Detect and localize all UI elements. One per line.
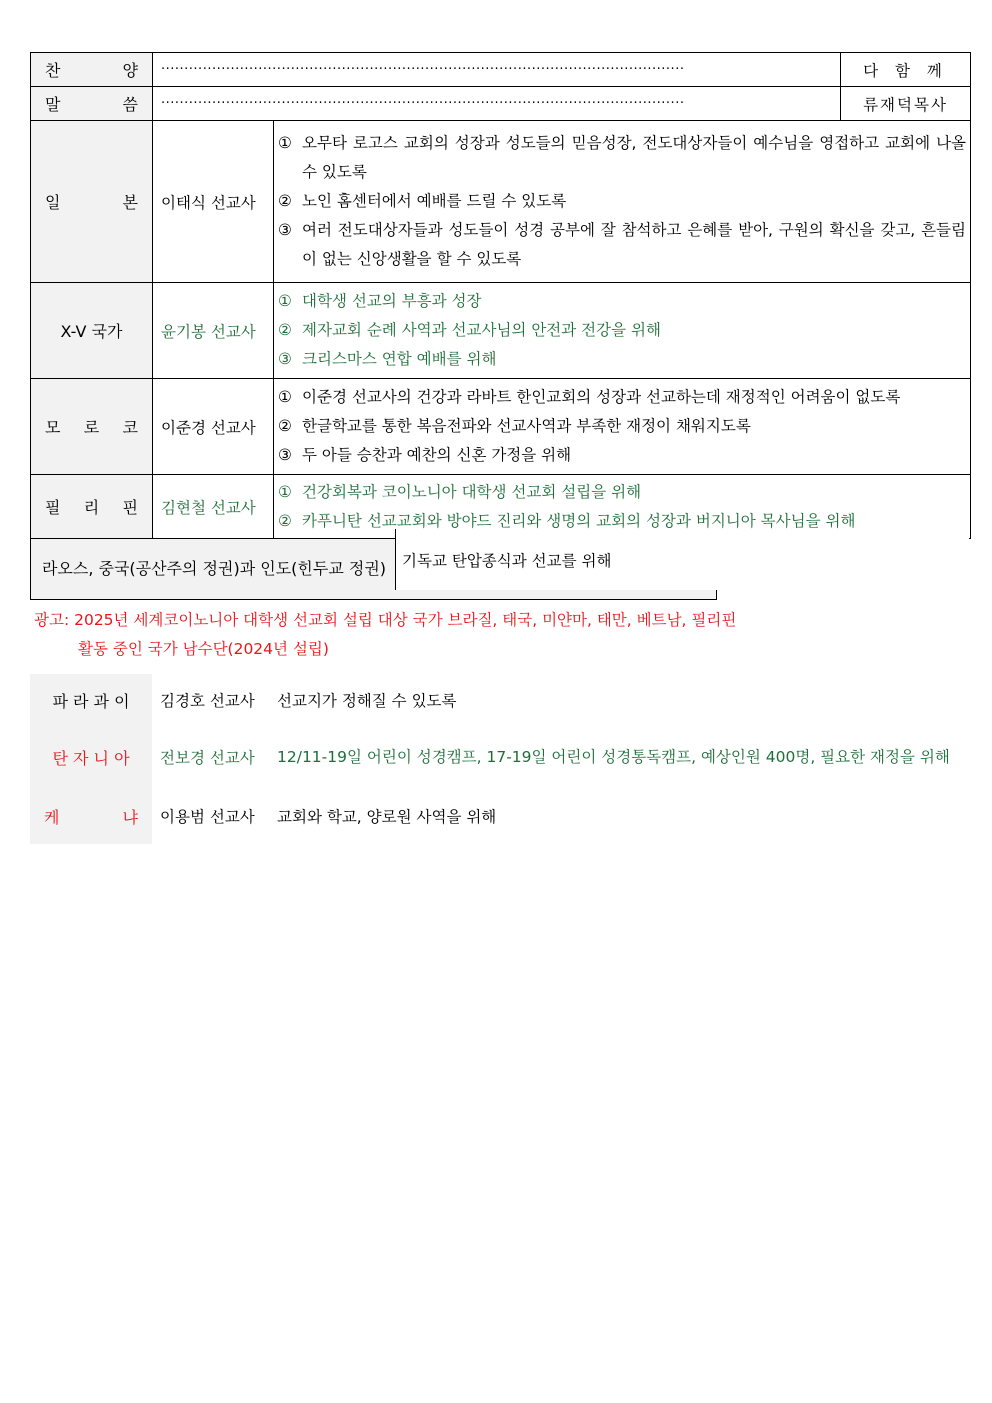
hymn-label: 찬 양 <box>31 53 153 87</box>
list-item: ① 대학생 선교의 부흥과 성장 <box>278 292 482 310</box>
japan-label: 일 본 <box>31 121 153 283</box>
xv-label: X-V 국가 <box>31 283 153 379</box>
japan-row <box>31 121 971 283</box>
philippines-label: 필 리 핀 <box>31 475 153 539</box>
word-dots: ················································································································· <box>153 87 841 121</box>
list-item: ② 카푸니탄 선교교회와 방야드 진리와 생명의 교회의 성장과 버지니아 목사님을 위해 <box>278 511 856 530</box>
morocco-label: 모 로 코 <box>31 379 153 475</box>
kenya-text: 교회와 학교, 양로원 사역을 위해 <box>277 808 497 826</box>
word-row <box>31 87 971 121</box>
tanzania-label: 탄 자 니 아 <box>30 726 152 788</box>
bulletin-page <box>30 52 970 844</box>
word-label: 말 씀 <box>31 87 153 121</box>
morocco-items <box>274 379 971 475</box>
announcement <box>30 606 970 664</box>
laos-right-cell <box>395 529 969 590</box>
paraguay-label: 파 라 과 이 <box>30 674 152 726</box>
list-item: ③ 두 아들 승찬과 예찬의 신혼 가정을 위해 <box>278 446 572 464</box>
tanzania-text: 12/11-19일 어린이 성경캠프, 17-19일 어린이 성경통독캠프, 예상인원 400명, 필요한 재정을 위해 <box>277 748 950 766</box>
hymn-row <box>31 53 971 87</box>
list-item: ③ 여러 전도대상자들과 성도들이 성경 공부에 잘 참석하고 은혜를 받아, 구원의 확신을 갖고, 흔들림이 없는 신앙생활을 할 수 있도록 <box>278 221 967 268</box>
laos-label: 라오스, 중국(공산주의 정권)과 인도(힌두교 정권) <box>31 539 717 600</box>
kenya-missionary: 이용범 선교사 <box>160 808 255 826</box>
paraguay-missionary: 김경호 선교사 <box>160 692 255 710</box>
xv-row <box>31 283 971 379</box>
tanzania-row <box>30 726 970 788</box>
hymn-dots: ················································································································· <box>153 53 841 87</box>
tanzania-missionary: 전보경 선교사 <box>160 749 255 767</box>
list-item: ② 제자교회 순례 사역과 선교사님의 안전과 전강을 위해 <box>278 321 661 339</box>
japan-missionary: 이태식 선교사 <box>153 121 274 283</box>
announcement-line-2: 활동 중인 국가 남수단(2024년 설립) <box>78 640 329 658</box>
list-item: ② 한글학교를 통한 복음전파와 선교사역과 부족한 재정이 채워지도록 <box>278 417 751 435</box>
list-item: ① 오무타 로고스 교회의 성장과 성도들의 믿음성장, 전도대상자들이 예수님을 영접하고 교회에 나올 수 있도록 <box>278 134 967 181</box>
list-item: ③ 크리스마스 연합 예배를 위해 <box>278 350 497 368</box>
xv-items <box>274 283 971 379</box>
word-value: 류재덕목사 <box>841 87 971 121</box>
paraguay-text: 선교지가 정해질 수 있도록 <box>277 692 457 710</box>
kenya-label: 케 냐 <box>30 788 152 844</box>
list-item: ① 건강회복과 코이노니아 대학생 선교회 설립을 위해 <box>278 482 642 501</box>
paraguay-row <box>30 674 970 726</box>
laos-text-value: 기독교 탄압종식과 선교를 위해 <box>402 551 612 570</box>
announcement-line-1: 광고: 2025년 세계코이노니아 대학생 선교회 설립 대상 국가 브라질, 태국, 미얀마, 태만, 베트남, 필리핀 <box>34 611 737 629</box>
list-item: ① 이준경 선교사의 건강과 라바트 한인교회의 성장과 선교하는데 재정적인 어려움이 없도록 <box>278 388 901 406</box>
kenya-row <box>30 788 970 844</box>
list-item: ② 노인 홈센터에서 예배를 드릴 수 있도록 <box>278 192 567 210</box>
morocco-row <box>31 379 971 475</box>
hymn-value: 다 함 께 <box>841 53 971 87</box>
philippines-missionary: 김현철 선교사 <box>153 475 274 539</box>
morocco-missionary: 이준경 선교사 <box>153 379 274 475</box>
prayer-table <box>30 52 971 600</box>
other-missions-table <box>30 674 970 844</box>
xv-missionary: 윤기봉 선교사 <box>153 283 274 379</box>
japan-items <box>274 121 971 283</box>
